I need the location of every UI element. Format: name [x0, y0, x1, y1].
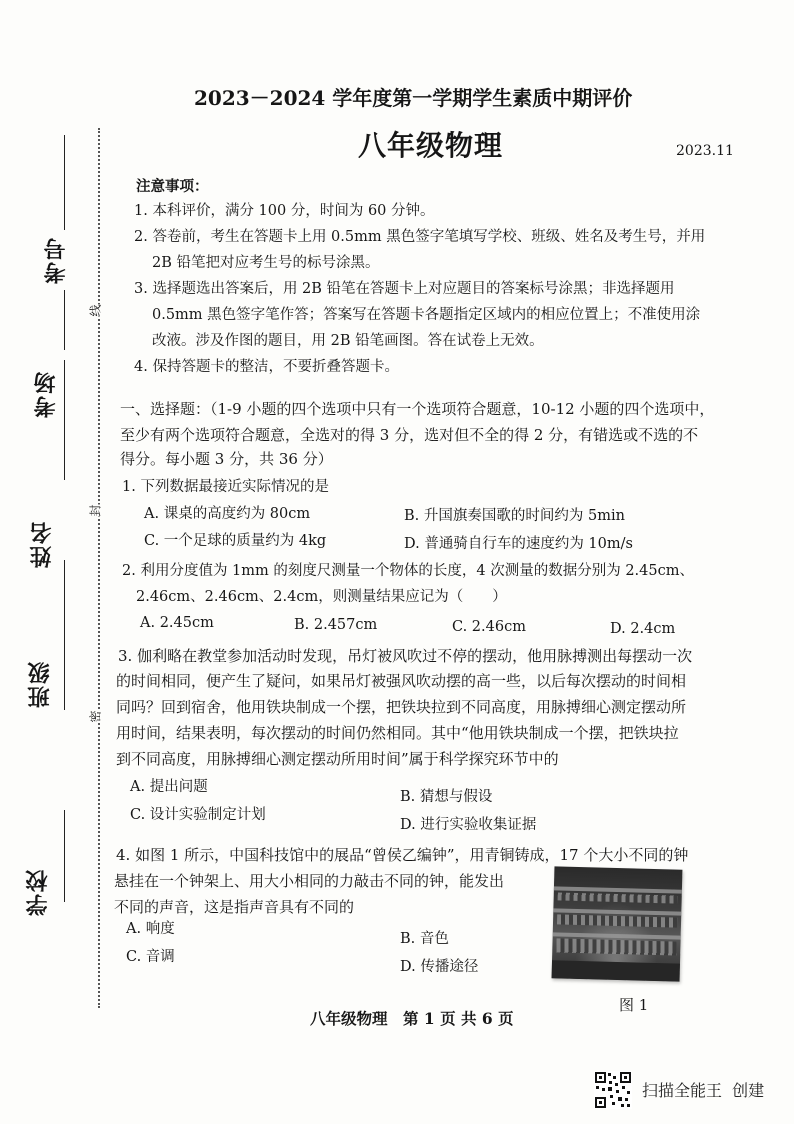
note-line-3: 2B 铅笔把对应考生号的标号涂黑。: [152, 255, 380, 271]
seal-char-secret: 密: [85, 710, 106, 722]
page-footer: 八年级物理 第 1 页 共 6 页: [310, 1009, 514, 1028]
note-line-2: 2. 答卷前，考生在答题卡上用 0.5mm 黑色签字笔填写学校、班级、姓名及考生号，并用: [134, 229, 706, 245]
figure-1-caption: 图 1: [619, 996, 649, 1014]
seal-char-line: 线: [85, 304, 106, 316]
seal-char-seal: 封: [85, 504, 106, 516]
q2-option-c: C. 2.46cm: [452, 619, 526, 635]
exam-number-blank[interactable]: [64, 135, 65, 230]
notes-heading: 注意事项：: [136, 178, 209, 195]
section1-line-3: 得分。每小题 3 分，共 36 分）: [120, 450, 333, 468]
q1-option-b: B. 升国旗奏国歌的时间约为 5min: [404, 508, 625, 524]
q1-stem: 1. 下列数据最接近实际情况的是: [122, 479, 329, 495]
q1-option-d: D. 普通骑自行车的速度约为 10m/s: [404, 536, 633, 552]
q2-stem-line-1: 2. 利用分度值为 1mm 的刻度尺测量一个物体的长度，4 次测量的数据分别为 2.45cm、: [122, 563, 694, 579]
q3-option-a: A. 提出问题: [130, 779, 208, 795]
q2-option-d: D. 2.4cm: [610, 621, 676, 637]
note-line-7: 4. 保持答题卡的整洁，不要折叠答题卡。: [134, 359, 399, 375]
q4-line-2: 悬挂在一个钟架上、用大小相同的力敲击不同的钟，能发出: [114, 872, 505, 890]
exam-number-label: 考号: [43, 236, 69, 284]
scanner-watermark: 扫描全能王 创建: [642, 1081, 765, 1100]
q1-option-c: C. 一个足球的质量约为 4kg: [144, 533, 327, 549]
room-label: 考场: [33, 370, 59, 418]
qr-code-icon: [594, 1071, 632, 1109]
q2-stem-line-2: 2.46cm、2.46cm、2.4cm，则测量结果应记为（ ）: [136, 589, 507, 605]
name-blank[interactable]: [64, 360, 65, 480]
figure-1-chime-bells-photo: [552, 866, 683, 981]
note-line-5: 0.5mm 黑色签字笔作答；答案写在答题卡各题指定区域内的相应位置上；不准使用涂: [152, 307, 701, 323]
q3-option-d: D. 进行实验收集证据: [400, 817, 537, 833]
q3-line-2: 的时间相同，便产生了疑问，如果吊灯被强风吹动摆的高一些，以后每次摆动的时间相: [116, 672, 687, 690]
name-label: 姓名: [29, 520, 55, 568]
exam-date: 2023.11: [676, 143, 734, 159]
room-blank[interactable]: [64, 290, 65, 350]
class-label: 班级: [27, 660, 53, 708]
note-line-1: 1. 本科评价，满分 100 分，时间为 60 分钟。: [134, 203, 435, 219]
q4-line-1: 4. 如图 1 所示，中国科技馆中的展品“曾侯乙编钟”，用青铜铸成，17 个大小不同的钟: [116, 846, 689, 864]
seal-dotted-line: [98, 128, 100, 1008]
q4-line-3: 不同的声音，这是指声音具有不同的: [114, 898, 355, 916]
q3-line-1: 3. 伽利略在教堂参加活动时发现，吊灯被风吹过不停的摆动，他用脉搏测出每摆动一次: [118, 647, 693, 665]
section1-line-1: 一、选择题：（1-9 小题的四个选项中只有一个选项符合题意，10-12 小题的四个选项中，: [120, 400, 715, 418]
class-blank[interactable]: [64, 560, 65, 710]
q1-option-a: A. 课桌的高度约为 80cm: [144, 506, 311, 522]
q3-option-c: C. 设计实验制定计划: [130, 807, 266, 823]
school-label: 学校: [25, 868, 51, 916]
note-line-6: 改液。涉及作图的题目，用 2B 铅笔画图。答在试卷上无效。: [152, 333, 544, 349]
note-line-4: 3. 选择题选出答案后，用 2B 铅笔在答题卡上对应题目的答案标号涂黑；非选择题用: [134, 281, 675, 297]
q3-line-5: 到不同高度，用脉搏细心测定摆动所用时间”属于科学探究环节中的: [116, 750, 559, 768]
q2-option-a: A. 2.45cm: [140, 615, 214, 631]
section1-line-2: 至少有两个选项符合题意，全选对的得 3 分，选对但不全的得 2 分，有错选或不选的不: [120, 426, 699, 444]
q4-option-b: B. 音色: [400, 931, 449, 947]
q4-option-a: A. 响度: [126, 921, 175, 937]
subject-title: 八年级物理: [358, 129, 504, 162]
q3-line-4: 用时间，结果表明，每次摆动的时间仍然相同。其中“他用铁块制成一个摆，把铁块拉: [116, 724, 679, 742]
q4-option-d: D. 传播途径: [400, 959, 479, 975]
q4-option-c: C. 音调: [126, 949, 175, 965]
exam-title: 2023－2024 学年度第一学期学生素质中期评价: [194, 86, 633, 110]
school-blank[interactable]: [64, 810, 65, 902]
q3-option-b: B. 猜想与假设: [400, 789, 493, 805]
q3-line-3: 同吗？回到宿舍，他用铁块制成一个摆，把铁块拉到不同高度，用脉搏细心测定摆动所: [116, 698, 687, 716]
q2-option-b: B. 2.457cm: [294, 617, 378, 633]
